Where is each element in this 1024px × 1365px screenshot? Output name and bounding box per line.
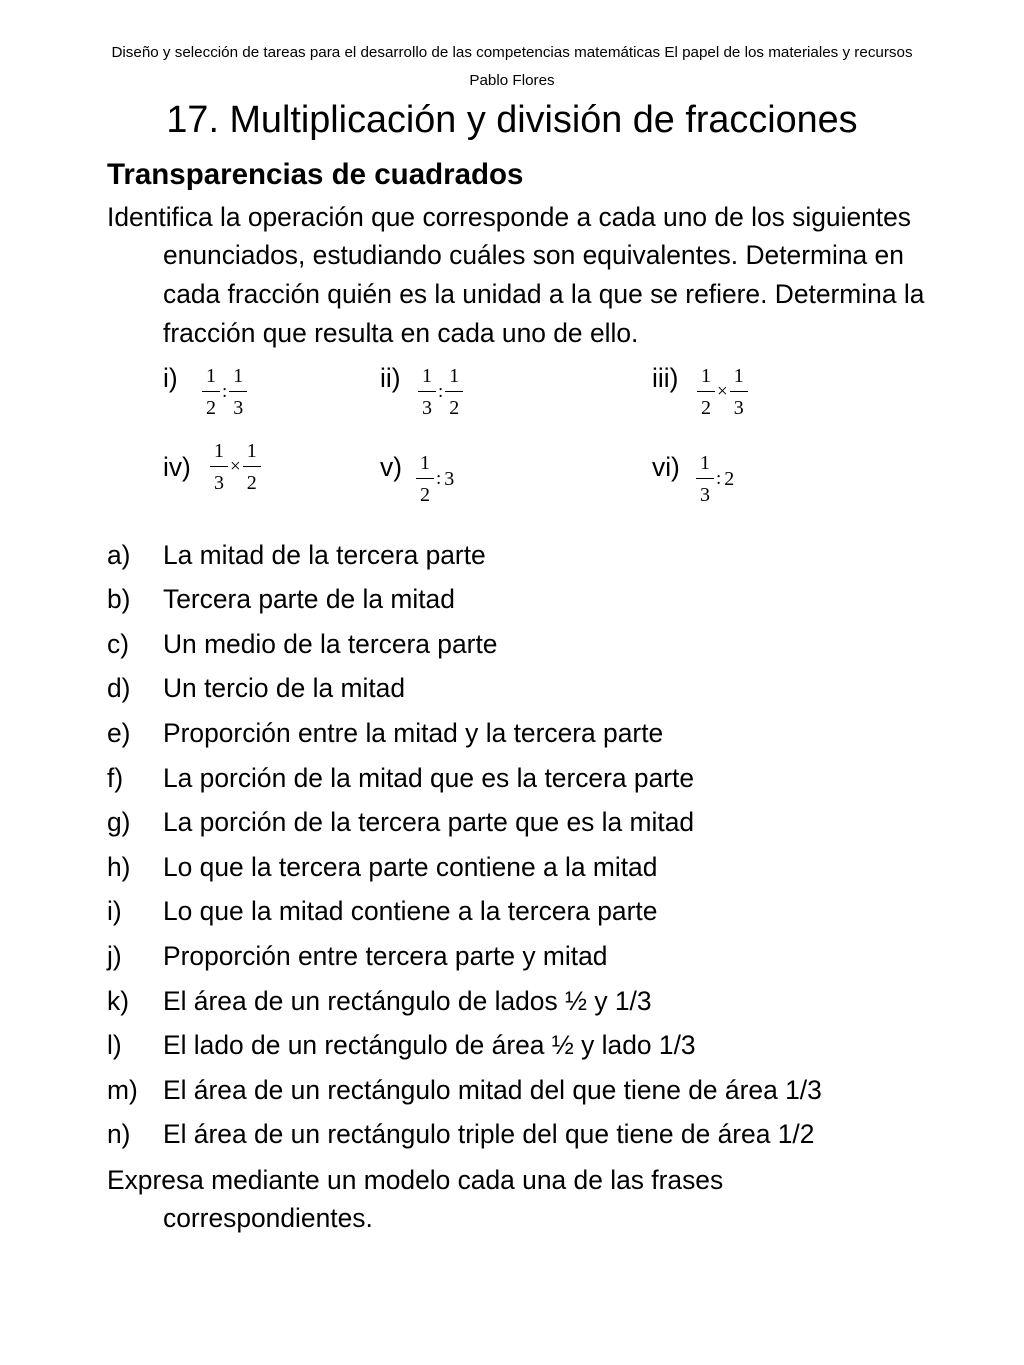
closing-line: Expresa mediante un modelo cada una de las frases	[107, 1164, 724, 1195]
list-item-text: Lo que la tercera parte contiene a la mitad	[163, 851, 658, 882]
list-item-text: El área de un rectángulo de lados ½ y 1/3	[163, 985, 652, 1016]
list-item-text: La mitad de la tercera parte	[163, 539, 486, 570]
list-item-text: Proporción entre tercera parte y mitad	[163, 941, 608, 972]
fraction-denominator: 3	[214, 472, 224, 494]
instructions-line: Identifica la operación que corresponde a cada uno de los siguientes	[107, 201, 911, 232]
fraction-numerator: 1	[210, 441, 228, 467]
fraction	[243, 441, 261, 493]
list-item-label: c)	[107, 628, 129, 659]
list-item	[107, 622, 887, 667]
list-item	[107, 756, 887, 801]
fraction-denominator: 3	[733, 397, 744, 419]
list-item	[107, 533, 887, 578]
closing-paragraph	[107, 1161, 723, 1238]
operation-expression	[697, 366, 748, 418]
list-item	[107, 889, 887, 934]
instructions-line: fracción que resulta en cada uno de ello.	[163, 317, 639, 348]
operation-expression	[210, 441, 261, 493]
list-item	[107, 1023, 887, 1068]
list-item	[107, 845, 887, 890]
list-item-text: Un medio de la tercera parte	[163, 628, 498, 659]
list-item-text: Un tercio de la mitad	[163, 673, 406, 704]
fraction-denominator: 2	[701, 397, 711, 419]
list-item-label: n)	[107, 1119, 131, 1150]
fraction	[696, 453, 714, 505]
list-item	[107, 800, 887, 845]
operation-expression	[696, 453, 734, 505]
running-head-series-title: Diseño y selección de tareas para el desarrollo de las competencias matemáticas El papel de los materiales y recursos	[111, 44, 913, 61]
page-title: 17. Multiplicación y división de fracciones	[166, 99, 858, 141]
division-operator: :	[438, 381, 444, 402]
fraction	[210, 441, 228, 493]
list-item-text: Lo que la mitad contiene a la tercera parte	[163, 896, 658, 927]
whole-number: 2	[724, 468, 735, 490]
list-item	[107, 979, 887, 1024]
list-item-label: a)	[107, 539, 131, 570]
operation-label: iv)	[163, 452, 191, 482]
fraction	[697, 366, 715, 418]
operation-expression	[202, 366, 247, 418]
fraction-numerator: 1	[418, 366, 436, 392]
fraction-numerator: 1	[697, 366, 715, 392]
list-item-text: La porción de la mitad que es la tercera parte	[163, 762, 695, 793]
operation-label: iii)	[652, 363, 679, 393]
list-item	[107, 1112, 887, 1157]
list-item-label: i)	[107, 896, 122, 927]
instructions-line: enunciados, estudiando cuáles son equivalentes. Determina en	[163, 240, 904, 271]
statement-list	[107, 533, 887, 1157]
fraction	[202, 366, 220, 418]
fraction-denominator: 3	[700, 484, 710, 506]
operation-label: i)	[163, 363, 178, 393]
fraction-denominator: 2	[420, 484, 430, 506]
operation-label: ii)	[380, 363, 401, 393]
fraction	[445, 366, 463, 418]
list-item-label: h)	[107, 851, 131, 882]
fraction-denominator: 2	[246, 472, 257, 494]
fraction-denominator: 3	[233, 397, 244, 419]
division-operator: :	[222, 381, 228, 402]
list-item	[107, 711, 887, 756]
list-item-text: El área de un rectángulo triple del que tiene de área 1/2	[163, 1119, 815, 1150]
list-item-label: m)	[107, 1074, 138, 1105]
fraction-numerator: 1	[416, 453, 434, 479]
list-item	[107, 934, 887, 979]
list-item-label: f)	[107, 762, 124, 793]
fraction-denominator: 2	[206, 397, 216, 419]
fraction	[418, 366, 436, 418]
list-item	[107, 666, 887, 711]
fraction-numerator: 1	[730, 366, 748, 392]
fraction	[229, 366, 247, 418]
list-item-text: Tercera parte de la mitad	[163, 584, 455, 615]
operation-label: v)	[380, 452, 402, 482]
list-item-text: La porción de la tercera parte que es la mitad	[163, 807, 695, 838]
division-operator: :	[436, 468, 442, 489]
fraction	[416, 453, 434, 505]
list-item	[107, 577, 887, 622]
list-item-text: El lado de un rectángulo de área ½ y lado 1/3	[163, 1030, 696, 1061]
operation-expression	[416, 453, 454, 505]
list-item-text: El área de un rectángulo mitad del que tiene de área 1/3	[163, 1074, 822, 1105]
list-item-label: j)	[107, 941, 122, 972]
operation-expression	[418, 366, 463, 418]
operation-label: vi)	[652, 452, 680, 482]
closing-line: correspondientes.	[163, 1203, 373, 1234]
list-item-label: b)	[107, 584, 131, 615]
fraction-numerator: 1	[243, 441, 261, 467]
division-operator: :	[716, 468, 722, 489]
list-item-label: l)	[107, 1030, 122, 1061]
fraction-numerator: 1	[445, 366, 463, 392]
fraction	[730, 366, 748, 418]
list-item-label: e)	[107, 718, 131, 749]
list-item	[107, 1068, 887, 1113]
list-item-label: g)	[107, 807, 131, 838]
section-title: Transparencias de cuadrados	[107, 158, 524, 191]
multiplication-operator: ×	[717, 381, 728, 402]
running-head-author: Pablo Flores	[469, 72, 555, 89]
fraction-denominator: 3	[422, 397, 432, 419]
whole-number: 3	[444, 468, 455, 490]
fraction-numerator: 1	[202, 366, 220, 392]
instructions-paragraph	[107, 198, 924, 353]
list-item-label: d)	[107, 673, 131, 704]
fraction-numerator: 1	[696, 453, 714, 479]
fraction-numerator: 1	[229, 366, 247, 392]
multiplication-operator: ×	[230, 456, 241, 477]
list-item-label: k)	[107, 985, 129, 1016]
instructions-line: cada fracción quién es la unidad a la que se refiere. Determina la	[163, 279, 925, 309]
list-item-text: Proporción entre la mitad y la tercera parte	[163, 718, 664, 749]
fraction-denominator: 2	[449, 397, 460, 419]
